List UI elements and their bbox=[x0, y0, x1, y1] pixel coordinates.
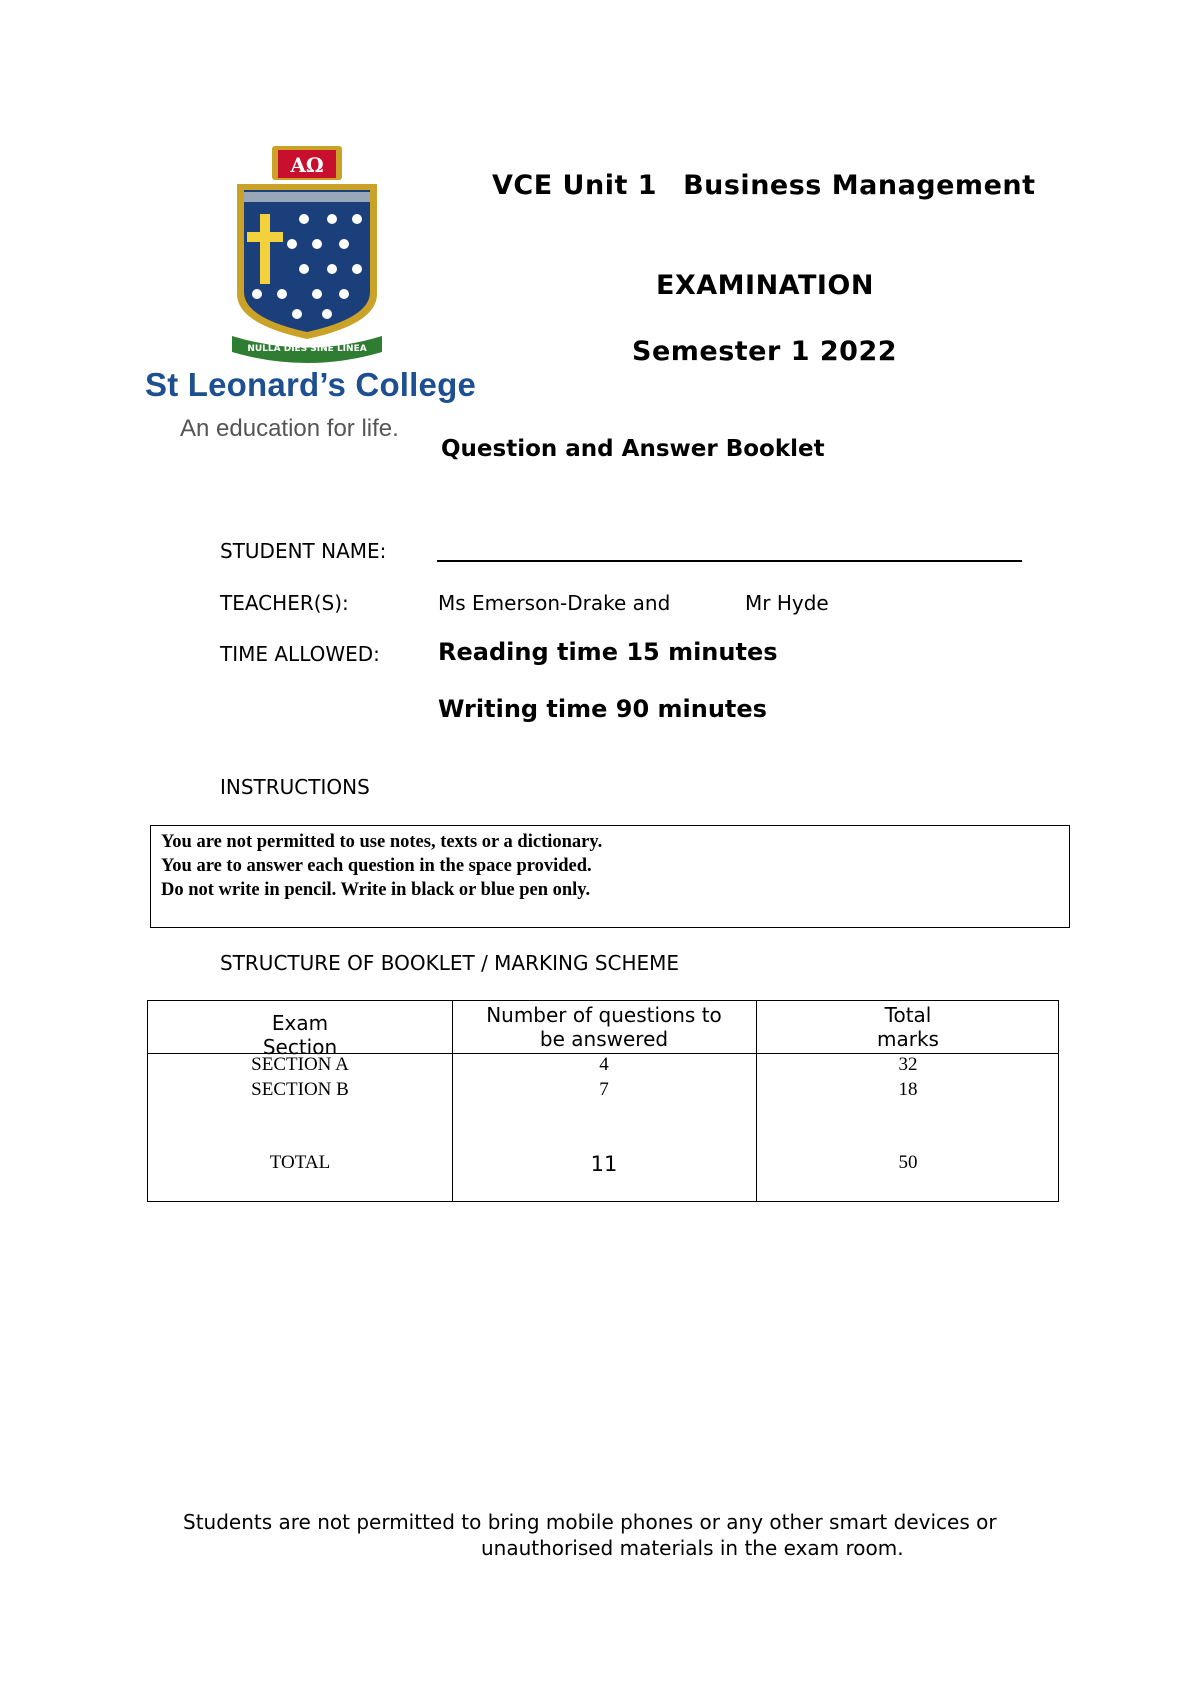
subject-label: Business Management bbox=[683, 170, 1036, 201]
unit-label: VCE Unit 1 bbox=[492, 170, 658, 201]
footer-notice-line-1: Students are not permitted to bring mobile phones or any other smart devices or bbox=[183, 1510, 997, 1534]
teacher-name-1: Ms Emerson-Drake and bbox=[438, 591, 671, 615]
booklet-title: Question and Answer Booklet bbox=[441, 436, 825, 462]
college-crest-logo bbox=[232, 144, 382, 364]
teacher-name-2: Mr Hyde bbox=[745, 591, 829, 615]
table-cell-marks: 18 bbox=[898, 1079, 918, 1100]
table-cell-questions: 7 bbox=[599, 1079, 609, 1100]
table-cell-section: SECTION B bbox=[251, 1079, 349, 1100]
writing-time: Writing time 90 minutes bbox=[438, 695, 767, 723]
crest-chain bbox=[244, 192, 370, 202]
instruction-line: Do not write in pencil. Write in black or blue pen only. bbox=[161, 880, 591, 900]
exam-unit-title bbox=[492, 170, 1036, 201]
table-header-marks: Total marks bbox=[877, 1003, 939, 1051]
structure-heading: STRUCTURE OF BOOKLET / MARKING SCHEME bbox=[220, 951, 680, 975]
college-name: St Leonard’s College bbox=[145, 366, 477, 403]
instructions-heading: INSTRUCTIONS bbox=[220, 775, 370, 799]
teacher-label: TEACHER(S): bbox=[220, 591, 349, 615]
footer-notice-line-2: unauthorised materials in the exam room. bbox=[481, 1536, 904, 1560]
instruction-line: You are to answer each question in the space provided. bbox=[161, 856, 592, 876]
student-name-field[interactable] bbox=[437, 560, 1022, 562]
table-total-label: TOTAL bbox=[269, 1152, 331, 1173]
table-cell-questions: 4 bbox=[599, 1054, 609, 1075]
examination-heading: EXAMINATION bbox=[656, 270, 874, 301]
college-tagline: An education for life. bbox=[180, 415, 399, 442]
table-header-section: Exam Section bbox=[262, 1011, 338, 1059]
crest-cross bbox=[260, 214, 270, 284]
table-total-questions: 11 bbox=[590, 1152, 618, 1176]
time-allowed-label: TIME ALLOWED: bbox=[220, 642, 380, 666]
table-cell-marks: 32 bbox=[898, 1054, 918, 1075]
crest-alpha-omega: AΩ bbox=[290, 153, 324, 177]
semester-heading: Semester 1 2022 bbox=[632, 336, 898, 367]
instructions-box bbox=[150, 825, 1070, 928]
student-name-label: STUDENT NAME: bbox=[220, 539, 387, 563]
reading-time: Reading time 15 minutes bbox=[438, 638, 778, 666]
crest-motto: NULLA DIES SINE LINEA bbox=[247, 344, 367, 354]
table-cell-section: SECTION A bbox=[251, 1054, 349, 1075]
instruction-line: You are not permitted to use notes, texts or a dictionary. bbox=[161, 832, 603, 852]
table-header-questions: Number of questions to be answered bbox=[486, 1003, 722, 1051]
table-total-marks: 50 bbox=[898, 1152, 918, 1173]
marking-scheme-table bbox=[147, 1000, 1059, 1202]
